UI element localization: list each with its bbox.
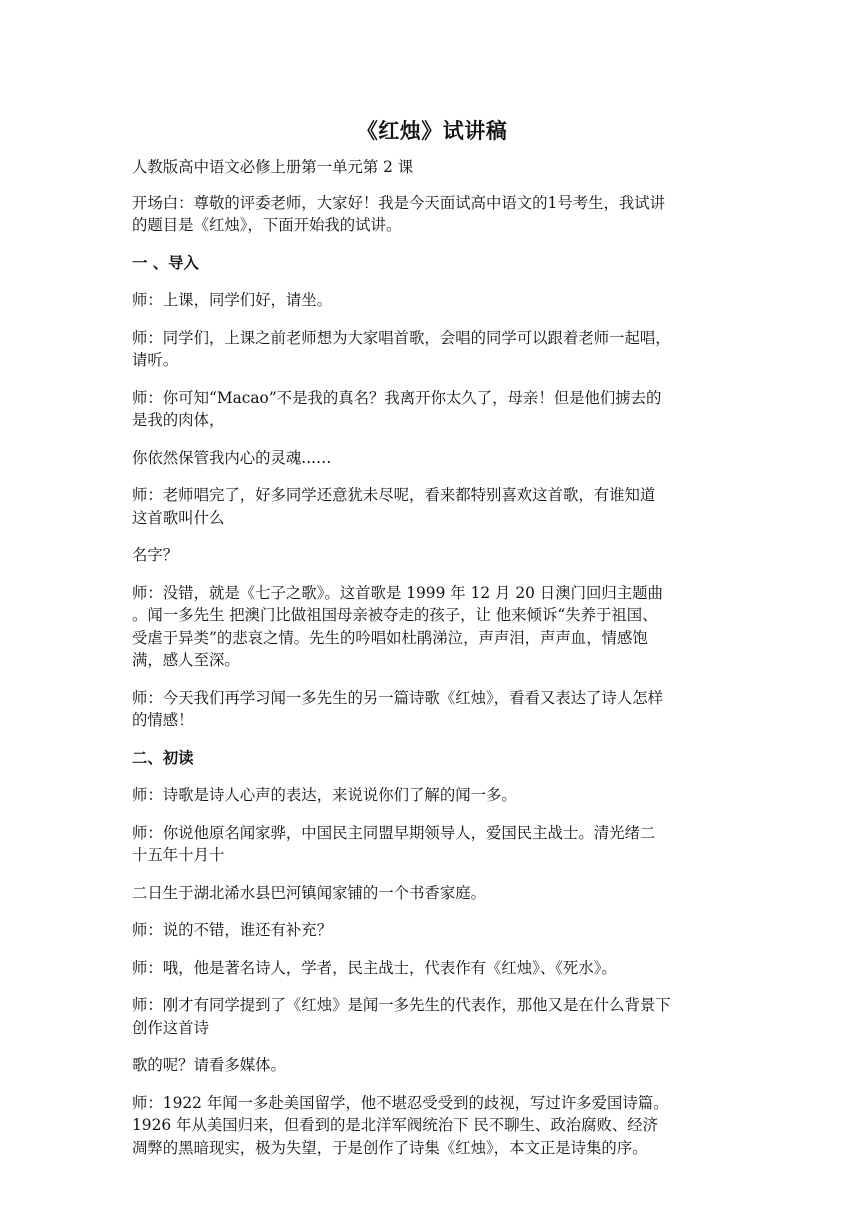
text-line: 创作这首诗 — [132, 1018, 209, 1037]
text-line: 师：你说他原名闻家骅，中国民主同盟早期领导人，爱国民主战士。清光绪二 — [132, 823, 656, 842]
paragraph — [132, 994, 732, 1039]
text-line: 十五年十月十 — [132, 846, 225, 864]
paragraph — [132, 484, 732, 529]
document-subtitle: 人教版高中语文必修上册第一单元第 2 课 — [132, 158, 414, 176]
text-line: 请听。 — [132, 351, 179, 369]
paragraph — [132, 822, 732, 867]
text-line: 师：1922 年闻一多赴美国留学，他不堪忍受受到的歧视，写过许多爱国诗篇。 — [132, 1093, 669, 1112]
paragraph: 名字？ — [132, 546, 179, 564]
text-line: 师：老师唱完了，好多同学还意犹未尽呢，看来都特别喜欢这首歌，有谁知道 — [132, 486, 656, 504]
paragraph: 二日生于湖北浠水县巴河镇闻家铺的一个书香家庭。 — [132, 883, 486, 902]
paragraph — [132, 387, 732, 432]
text-line: 这首歌叫什么 — [132, 508, 225, 527]
paragraph: 师：上课，同学们好，请坐。 — [132, 291, 333, 309]
text-line: 受虐于异类”的悲哀之情。先生的吟唱如杜鹃涕泣，声声泪，声声血，情感饱 — [132, 628, 648, 647]
paragraph — [132, 582, 732, 672]
paragraph: 师：诗歌是诗人心声的表达，来说说你们了解的闻一多。 — [132, 786, 517, 804]
text-line: 师：刚才有同学提到了《红烛》是闻一多先生的代表作，那他又是在什么背景下 — [132, 996, 671, 1014]
section-heading-intro: 一 、导入 — [132, 253, 199, 272]
paragraph — [132, 687, 732, 732]
text-line: 凋弊的黑暗现实，极为失望，于是创作了诗集《红烛》，本文正是诗集的序。 — [132, 1138, 648, 1157]
section-heading-first-reading: 二、初读 — [132, 748, 194, 767]
opening-paragraph — [132, 192, 732, 237]
text-line: 1926 年从美国归来，但看到的是北洋军阀统治下 民不聊生、政治腐败、经济 — [132, 1116, 659, 1134]
text-line: 。闻一多先生 把澳门比做祖国母亲被夺走的孩子，让 他来倾诉“失养于祖国、 — [132, 606, 658, 624]
paragraph — [132, 327, 732, 372]
document-body — [132, 116, 732, 1174]
text-line: 满，感人至深。 — [132, 651, 240, 669]
paragraph: 你依然保管我内心的灵魂...… — [132, 448, 332, 467]
text-line: 的题目是《红烛》，下面开始我的试讲。 — [132, 216, 402, 234]
text-line: 是我的肉体， — [132, 411, 225, 429]
text-line: 的情感！ — [132, 711, 194, 729]
paragraph: 师：哦，他是著名诗人，学者，民主战士，代表作有《红烛》、《死水》。 — [132, 958, 617, 977]
paragraph: 师：说的不错，谁还有补充？ — [132, 921, 333, 939]
text-line: 师：同学们，上课之前老师想为大家唱首歌，会唱的同学可以跟着老师一起唱， — [132, 328, 671, 347]
text-line: 师：今天我们再学习闻一多先生的另一篇诗歌《红烛》，看看又表达了诗人怎样 — [132, 688, 663, 707]
document-title: 《红烛》试讲稿 — [356, 118, 508, 143]
paragraph: 歌的呢？请看多媒体。 — [132, 1056, 286, 1074]
paragraph — [132, 1092, 732, 1160]
text-line: 师：没错，就是《七子之歌》。这首歌是 1999 年 12 月 20 日澳门回归主题曲 — [132, 583, 663, 602]
text-line: 师：你可知“Macao”不是我的真名？我离开你太久了，母亲！但是他们掳去的 — [132, 388, 662, 407]
text-line: 开场白：尊敬的评委老师，大家好！我是今天面试高中语文的1号考生，我试讲 — [132, 193, 666, 212]
